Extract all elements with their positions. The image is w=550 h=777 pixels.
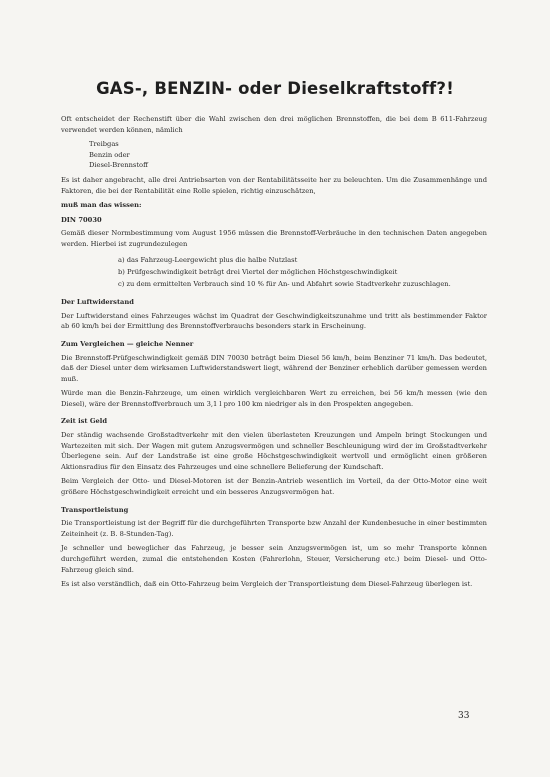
zeit-paragraph-1: Der ständig wachsende Großstadtverkehr mit den vielen überlasteten Kreuzungen und Ampeln bringt Stockungen und Wartezeiten mit sich. Der Wagen mit gutem Anzugsvermögen und schneller Beschleunigung wird der im Großstadtverkehr Überlegene sein. Auf der Landstraße ist eine große Höchstgeschwindigkeit wertvoll und ermöglicht einen größeren Aktionsradius für den Einsatz des Fahrzeuges und eine schnellere Belieferung der Kundschaft. xyxy=(61,431,487,471)
muss-man-label: muß man das wissen: xyxy=(61,201,142,210)
fuel-list xyxy=(89,139,487,171)
section-heading-vergleich: Zum Vergleichen — gleiche Nenner xyxy=(61,339,194,348)
din-heading: DIN 70030 xyxy=(61,215,102,224)
section-heading-zeit: Zeit ist Geld xyxy=(61,417,107,426)
page-number: 33 xyxy=(458,711,470,721)
din-requirement-item: b) Prüfgeschwindigkeit beträgt drei Viertel der möglichen Höchstgeschwindigkeit xyxy=(118,267,398,276)
din-requirements-list xyxy=(118,254,487,291)
page-title: GAS-, BENZIN- oder Dieselkraftstoff?! xyxy=(96,79,454,98)
fuel-item: Diesel-Brennstoff xyxy=(89,161,148,170)
fuel-item: Treibgas xyxy=(89,140,119,149)
din-paragraph: Gemäß dieser Normbestimmung vom August 1956 müssen die Brennstoff-Verbräuche in den technischen Daten angegeben werden. Hierbei ist zugrundezulegen xyxy=(61,229,487,248)
document-body xyxy=(61,114,487,594)
transport-paragraph-1: Die Transportleistung ist der Begriff für die durchgeführten Transporte bzw Anzahl der Kundenbesuche in einer bestimmten Zeiteinheit (z. B. 8-Stunden-Tag). xyxy=(61,519,487,538)
transport-paragraph-2: Je schneller und beweglicher das Fahrzeug, je besser sein Anzugsvermögen ist, um so mehr Transporte können durchgeführt werden, zumal die entstehenden Kosten (Fahrerlohn, Steuer, Versicherung etc.) beim Diesel- und Otto-Fahrzeug gleich sind. xyxy=(61,544,487,574)
din-requirement-item: a) das Fahrzeug-Leergewicht plus die halbe Nutzlast xyxy=(118,255,298,264)
luftwiderstand-paragraph: Der Luftwiderstand eines Fahrzeuges wächst im Quadrat der Geschwindigkeitszunahme und tritt als bestimmender Faktor ab 60 km/h bei der Ermittlung des Brennstoffverbrauchs besonders stark in Erscheinung. xyxy=(61,311,487,331)
fuel-item: Benzin oder xyxy=(89,150,130,159)
zeit-paragraph-2: Beim Vergleich der Otto- und Diesel-Motoren ist der Benzin-Antrieb wesentlich im Vorteil, da der Otto-Motor eine weit größere Höchstgeschwindigkeit erreicht und ein besseres Anzugsvermögen hat. xyxy=(61,477,487,497)
vergleich-paragraph-1: Die Brennstoff-Prüfgeschwindigkeit gemäß DIN 70030 beträgt beim Diesel 56 km/h, beim Benziner 71 km/h. Das bedeutet, daß der Diesel unter dem wirksamen Luftwiderstandswert liegt, während der Benziner erheblich darüber gemessen werden muß. xyxy=(61,353,487,383)
din-requirement-item: c) zu dem ermittelten Verbrauch sind 10 % für An- und Abfahrt sowie Stadtverkehr zuzuschlagen. xyxy=(118,279,451,288)
section-heading-transport: Transportleistung xyxy=(61,505,129,514)
section-heading-luftwiderstand: Der Luftwiderstand xyxy=(61,298,134,307)
intro-paragraph: Oft entscheidet der Rechenstift über die Wahl zwischen den drei möglichen Brennstoffen, die bei dem B 611-Fahrzeug verwendet werden können, nämlich xyxy=(61,115,487,134)
transport-paragraph-3: Es ist also verständlich, daß ein Otto-Fahrzeug beim Vergleich der Transportleistung dem Diesel-Fahrzeug überlegen ist. xyxy=(61,580,473,589)
angebracht-paragraph: Es ist daher angebracht, alle drei Antriebsarten von der Rentabilitätsseite her zu beleuchten. Um die Zusammenhänge und Faktoren, die bei der Rentabilität eine Rolle spielen, richtig einzuschätzen, xyxy=(61,175,487,195)
vergleich-paragraph-2: Würde man die Benzin-Fahrzeuge, um einen wirklich vergleichbaren Wert zu erreichen, bei 56 km/h messen (wie den Diesel), wäre der Brennstoffverbrauch um 3,1 l pro 100 km niedriger als in den Prospekten angegeben. xyxy=(61,389,487,408)
